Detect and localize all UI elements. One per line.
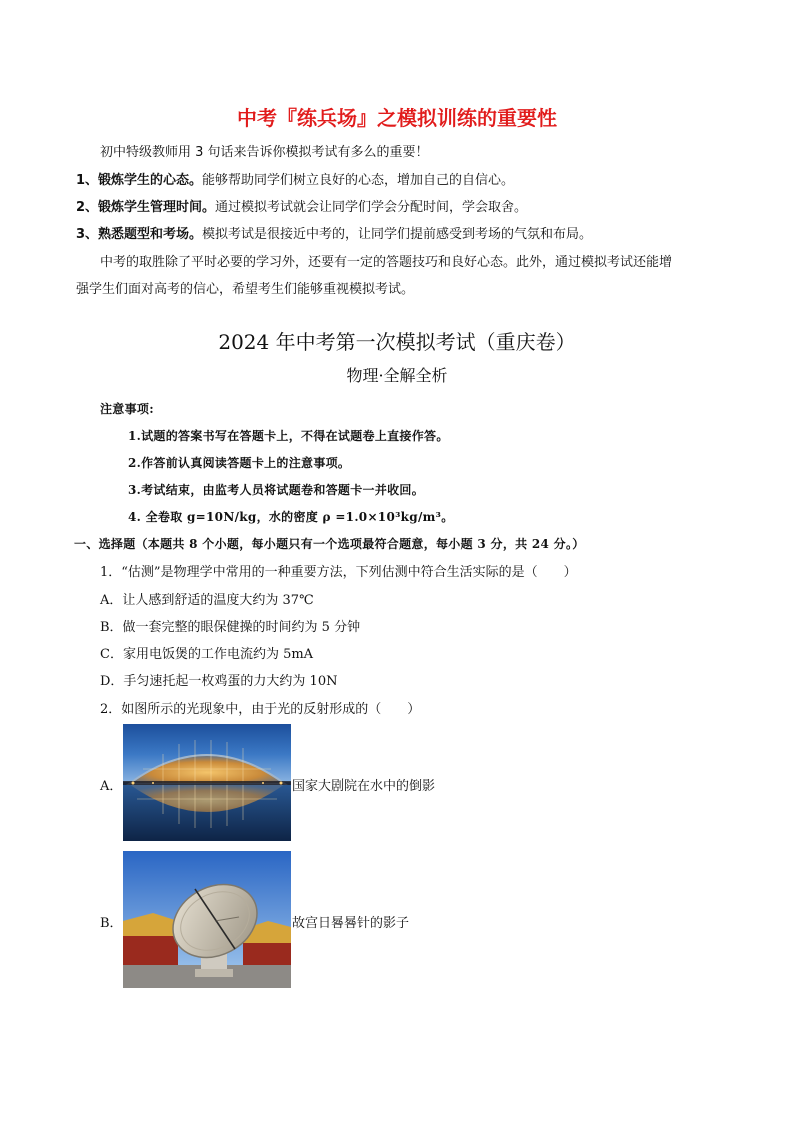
question-1-stem: 1．“估测”是物理学中常用的一种重要方法，下列估测中符合生活实际的是（ ） [100,565,577,580]
intro-point-2 [76,199,527,217]
question-1-option-a: A．让人感到舒适的温度大约为 37℃ [100,593,314,608]
intro-point-1 [76,172,514,190]
question-1-option-b: B．做一套完整的眼保健操的时间约为 5 分钟 [100,620,361,635]
question-2-option-b-letter: B． [100,916,123,931]
sundial-image [123,851,291,988]
intro-closing-line-2: 强学生们面对高考的信心，希望考生们能够重视模拟考试。 [76,282,415,297]
question-2-option-b-caption: 故宫日晷晷针的影子 [292,916,410,931]
notice-item: 1.试题的答案书写在答题卡上，不得在试题卷上直接作答。 [128,429,449,443]
question-2-stem: 2．如图所示的光现象中，由于光的反射形成的（ ） [100,702,421,717]
intro-point-3 [76,226,592,244]
intro-title: 中考『练兵场』之模拟训练的重要性 [237,106,557,130]
intro-point-head: 1、锻炼学生的心态。 [76,173,203,188]
notice-item: 3.考试结束，由监考人员将试题卷和答题卡一并收回。 [128,483,425,497]
notice-item: 4. 全卷取 g=10N/kg，水的密度 ρ =1.0×10³kg/m³。 [128,510,454,524]
intro-point-head: 3、熟悉题型和考场。 [76,227,203,242]
intro-point-body: 能够帮助同学们树立良好的心态，增加自己的自信心。 [202,173,515,188]
section-heading: 一、选择题（本题共 8 个小题，每小题只有一个选项最符合题意，每小题 3 分，共 24 分。） [74,537,585,551]
intro-closing-line-1: 中考的取胜除了平时必要的学习外，还要有一定的答题技巧和良好心态。此外，通过模拟考试还能增 [100,255,673,270]
intro-point-body: 通过模拟考试就会让同学们学会分配时间，学会取舍。 [215,200,528,215]
notice-item: 2.作答前认真阅读答题卡上的注意事项。 [128,456,351,470]
intro-point-body: 模拟考试是很接近中考的，让同学们提前感受到考场的气氛和布局。 [202,227,593,242]
intro-point-head: 2、锻炼学生管理时间。 [76,200,216,215]
exam-title: 2024 年中考第一次模拟考试（重庆卷） [218,330,576,354]
notice-heading: 注意事项: [100,402,154,416]
question-1-option-d: D．手匀速托起一枚鸡蛋的力大约为 10N [100,674,338,689]
question-2-option-a-caption: 国家大剧院在水中的倒影 [292,779,436,794]
question-2-option-a-letter: A． [100,779,123,794]
theater-reflection-image [123,724,291,841]
exam-subtitle: 物理·全解全析 [346,366,448,385]
intro-lead: 初中特级教师用 3 句话来告诉你模拟考试有多么的重要！ [100,145,429,160]
question-1-option-c: C．家用电饭煲的工作电流约为 5mA [100,647,314,662]
